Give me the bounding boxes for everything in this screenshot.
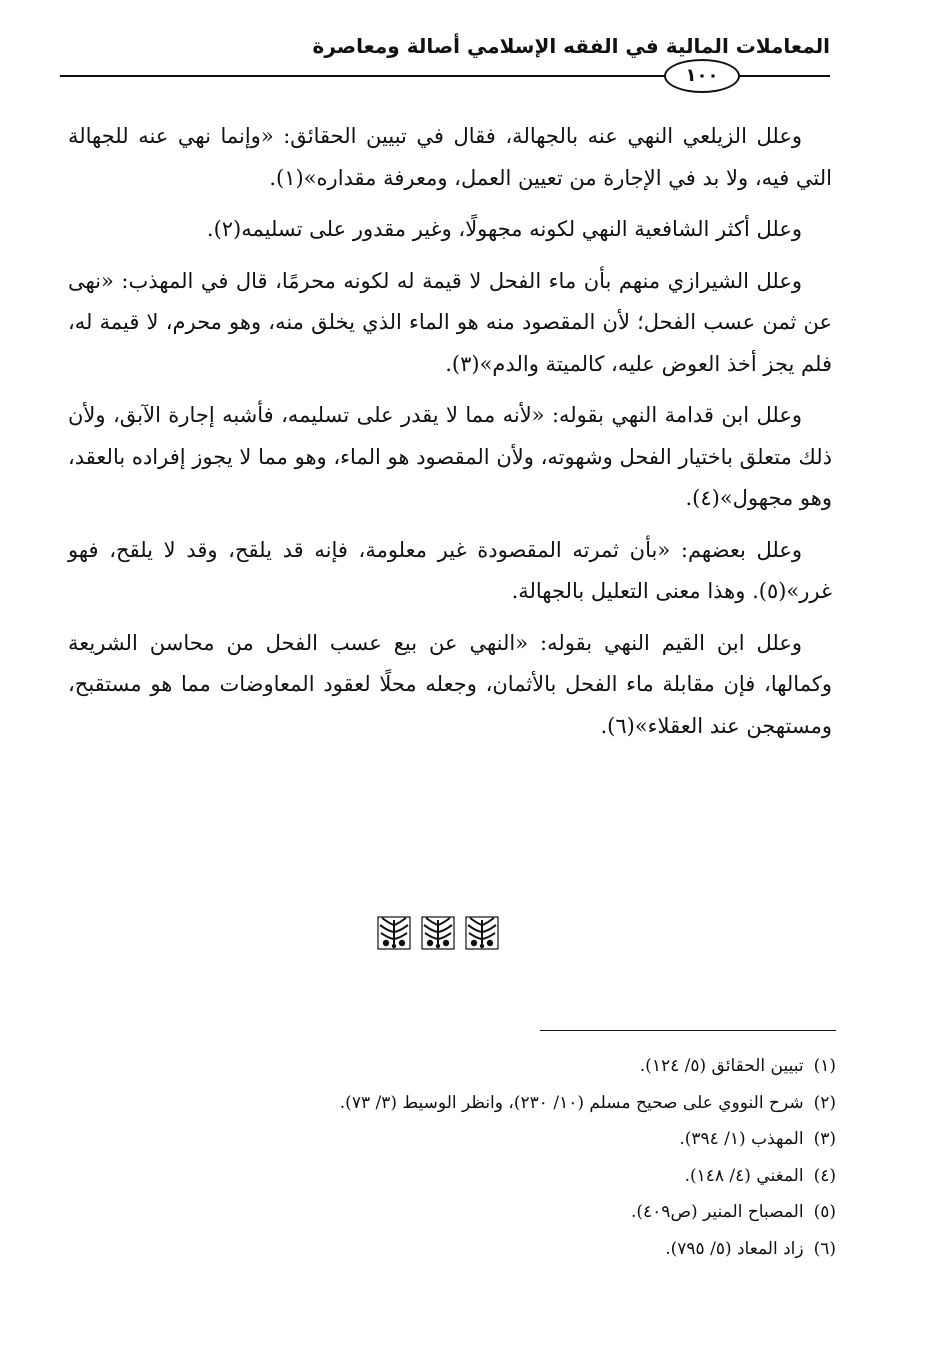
paragraph-shafiiyya: وعلل أكثر الشافعية النهي لكونه مجهولًا، وغير مقدور على تسليمه(٢).: [206, 217, 802, 241]
paragraph-others: وعلل بعضهم: «بأن ثمرته المقصودة غير معلومة، فإنه قد يلقح، وقد لا يلقح، فهو غرر»(٥). وهذا معنى التعليل بالجهالة.: [68, 537, 832, 603]
footnote-item: [100, 1085, 836, 1122]
paragraph-zaylai: وعلل الزيلعي النهي عنه بالجهالة، فقال في تبيين الحقائق: «وإنما نهي عنه للجهالة التي فيه، ولا بد في الإجارة من تعيين العمل، ومعرفة مقداره»(١).: [68, 124, 832, 190]
page-number: ١٠٠: [664, 59, 740, 93]
footnote-separator: [540, 1030, 836, 1031]
footnote-item: [100, 1231, 836, 1268]
footnote-number: (٣): [813, 1129, 836, 1149]
section-end-ornament-icon: [376, 915, 500, 951]
footnote-text: شرح النووي على صحيح مسلم (١٠/ ٢٣٠)، وانظر الوسيط (٣/ ٧٣).: [339, 1092, 804, 1113]
body-text: [68, 116, 832, 757]
paragraph-ibn-qayyim: وعلل ابن القيم النهي بقوله: «النهي عن بيع عسب الفحل من محاسن الشريعة وكمالها، فإن مقابلة ماء الفحل بالأثمان، وجعله محلًا لعقود المعاوضات مما هو مستقبح، ومستهجن عند العقلاء»(٦).: [68, 630, 832, 738]
footnote-text: المهذب (١/ ٣٩٤).: [679, 1129, 804, 1149]
paragraph-shirazi: وعلل الشيرازي منهم بأن ماء الفحل لا قيمة له لكونه محرمًا، قال في المهذب: «نهى عن ثمن عسب الفحل؛ لأن المقصود منه هو الماء الذي يخلق منه، وهو محرم، لا قيمة له، فلم يجز أخذ العوض عليه، كالميتة والدم»(٣).: [68, 268, 832, 376]
footnote-number: (٥): [813, 1202, 836, 1222]
running-header-title: المعاملات المالية في الفقه الإسلامي أصالة ومعاصرة: [312, 34, 830, 58]
footnote-text: المصباح المنير (ص٤٠٩).: [631, 1202, 804, 1222]
footnote-text: المغني (٤/ ١٤٨).: [684, 1165, 804, 1186]
footnote-number: (٦): [813, 1238, 836, 1259]
footnote-number: (٢): [813, 1092, 836, 1113]
footnote-item: [100, 1048, 836, 1085]
footnote-number: (١): [813, 1056, 836, 1076]
footnotes: [100, 1048, 836, 1267]
footnote-item: [100, 1121, 836, 1158]
footnote-number: (٤): [813, 1165, 836, 1186]
paragraph-ibn-qudama: وعلل ابن قدامة النهي بقوله: «لأنه مما لا يقدر على تسليمه، فأشبه إجارة الآبق، ولأن ذلك متعلق باختيار الفحل وشهوته، ولأن المقصود هو الماء، وهو مما لا يجوز إفراده بالعقد، وهو مجهول»(٤).: [68, 403, 832, 510]
footnote-item: [100, 1158, 836, 1195]
footnote-text: زاد المعاد (٥/ ٧٩٥).: [665, 1238, 804, 1259]
footnote-text: تبيين الحقائق (٥/ ١٢٤).: [639, 1056, 804, 1076]
footnote-item: [100, 1194, 836, 1231]
